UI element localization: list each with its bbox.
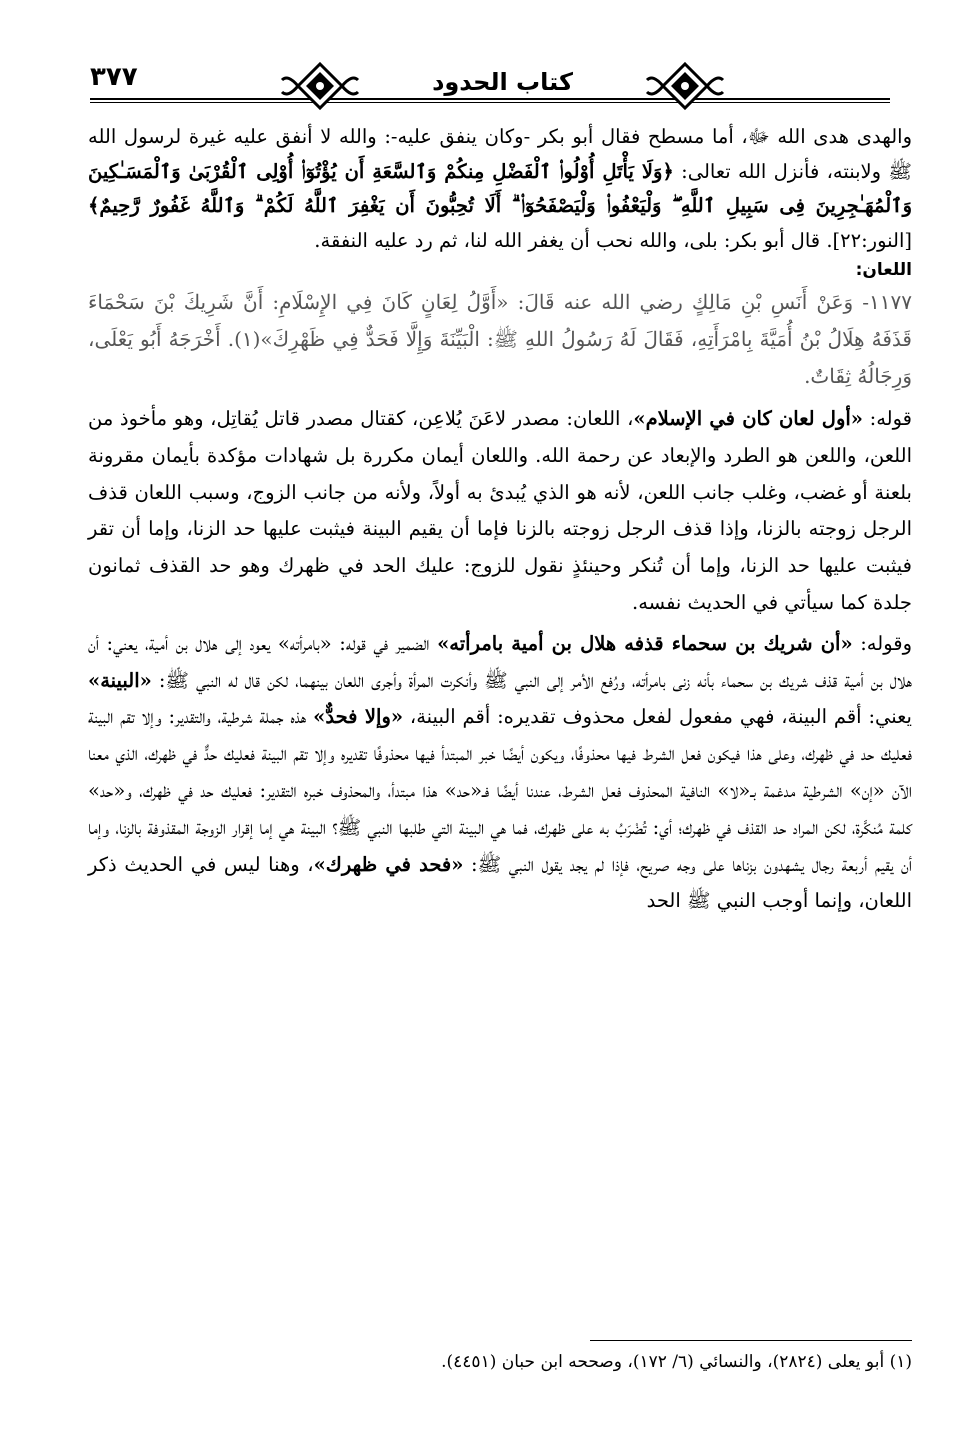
commentary-paragraph [88, 401, 912, 622]
commentary-paragraph [88, 626, 912, 920]
commentary-quote: «فحد في ظهرك» [313, 852, 464, 876]
header-rule [90, 98, 890, 100]
commentary-text: يعني: أقم البينة، فهي مفعول لفعل محذوف تقديره: أقم البينة، [403, 705, 912, 729]
commentary-quote: «وإلا فحدٌّ» [313, 705, 404, 729]
commentary-lead: وقوله: [852, 631, 913, 655]
intro-text: والهدى هدى الله ﷻ، أما مسطح فقال أبو بكر -وكان ينفق عليه-: والله لا أنفق عليه غيرة لرسول الله ﷺ ولابنته، فأنزل الله تعالى: [88, 125, 912, 183]
ornament-left-icon [280, 60, 360, 112]
commentary-text: ، اللعان: مصدر لاعَنَ يُلاعِن، كقتال مصدر قاتل يُقاتِل، وهو مأخوذ من اللعن، واللعن هو الطرد والإبعاد عن رحمة الله. واللعان أيمان مكررة بل شهادات مؤكدة بأيمان مقرونة بلعنة أو غضب، وغلب جانب اللعن، لأنه هو الذي يُبدئ به أولاً، ولأنه من جانب الزوج، وسبب اللعان قذف الرجل زوجته بالزنا، وإذا قذف الرجل زوجته بالزنا فإما أن يقيم البينة فيثبت عليها حد الزنا، وإما أن تقر فيثبت عليها حد الزنا، وإما أن تُنكر وحينئذٍ نقول للزوج: عليك الحد في ظهرك وهو حد القذف ثمانون جلدة كما سيأتي في الحديث نفسه. [88, 407, 912, 614]
commentary-quote: «البينة» [88, 668, 152, 692]
commentary-text: الضمير في قوله: «بامرأته» يعود إلى هلال بن أمية، يعني: أن هلال بن أمية قذف شريك بن سحماء بأنه زنى بامرأته، ورُفع الأمر إلى النبي ﷺ وأنكرت المرأة وأجرى اللعان بينهما، لكن قال له النبي ﷺ: [88, 631, 912, 692]
commentary-text: هذه جملة شرطية، والتقدير: وإلا تقم البينة فعليك حد في ظهرك، وعلى هذا فيكون فعل الشرط فيها محذوفًا، ويكون أيضًا خبر المبتدأ فيها محذوفًا تقديره وإلا تقم البينة فعليك حدٌّ في ظهرك، الذي معنا الآن «إن» الشرطية مدغمة بـ«لا» النافية المحذوف فعل الشرط، عندنا أيضًا فـ«حد» هذا مبتدأ، والمحذوف خبره التقدير: فعليك حد في ظهرك، و«حد» كلمة مُنكَّرة، لكن المراد حد القذف في ظهرك؛ أي: تُضْرَبُ به على ظهرك، فما هي البينة التي طلبها النبي ﷺ؟ البينة هي إما إقرار الزوجة المقذوفة بالزنا، وإما أن يقيم أربعة رجال يشهدون بزناها على وجه صريح، فإذا لم يجد يقول النبي ﷺ: [88, 705, 912, 876]
page-body [88, 120, 912, 920]
footnote: (١) أبو يعلى (٢٨٢٤)، والنسائي (٦/ ١٧٢)، وصححه ابن حبان (٤٤٥١). [441, 1352, 912, 1372]
commentary-quote: «أن شريك بن سحماء قذفه هلال بن أمية بامرأته» [437, 631, 853, 655]
chapter-title: كتاب الحدود [360, 68, 645, 96]
commentary-quote: «أول لعان كان في الإسلام» [633, 407, 863, 430]
hadith-text: ١١٧٧- وَعَنْ أَنَسِ بْنِ مَالِكٍ رضي الله عنه قَالَ: «أَوَّلُ لِعَانٍ كَانَ فِي الإِسْلَامِ: أَنَّ شَرِيكَ بْنَ سَحْمَاءَ قَذَفَهُ هِلَالُ بْنُ أُمَيَّةَ بِامْرَأَتِهِ، فَقَالَ لَهُ رَسُولُ اللهِ ﷺ: الْبَيِّنَةَ وَإِلَّا فَحَدٌّ فِي ظَهْرِكَ»(١). أَخْرَجَهُ أَبُو يَعْلَى، وَرِجَالُهُ ثِقَاتٌ. [88, 290, 912, 388]
quran-verse: ﴿وَلَا يَأْتَلِ أُوْلُوا۟ ٱلْفَضْلِ مِنكُمْ وَٱلسَّعَةِ أَن يُؤْتُوٓا۟ أُوْلِى ٱلْقُرْبَىٰ وَٱلْمَسَـٰكِينَ وَٱلْمُهَـٰجِرِينَ فِى سَبِيلِ ٱللَّهِ ۖ وَلْيَعْفُوا۟ وَلْيَصْفَحُوٓا۟ ۗ أَلَا تُحِبُّونَ أَن يَغْفِرَ ٱللَّهُ لَكُمْ ۗ وَٱللَّهُ غَفُورٌ رَّحِيمٌ﴾ [88, 159, 912, 217]
commentary-lead: قوله: [863, 407, 912, 430]
header-rule-thin [90, 102, 890, 103]
intro-paragraph [88, 120, 912, 258]
section-heading: اللعان: [855, 260, 912, 280]
intro-text-end: [النور:٢٢]. قال أبو بكر: بلى، والله نحب أن يغفر الله لنا، ثم رد عليه النفقة. [314, 228, 912, 252]
ornament-right-icon [645, 60, 725, 112]
commentary-text: ، وهنا ليس في الحديث ذكر اللعان، وإنما أوجب النبي ﷺ الحد [88, 852, 912, 913]
footnote-rule [590, 1340, 912, 1341]
page-number: ٣٧٧ [90, 62, 138, 92]
page-header [90, 60, 890, 115]
